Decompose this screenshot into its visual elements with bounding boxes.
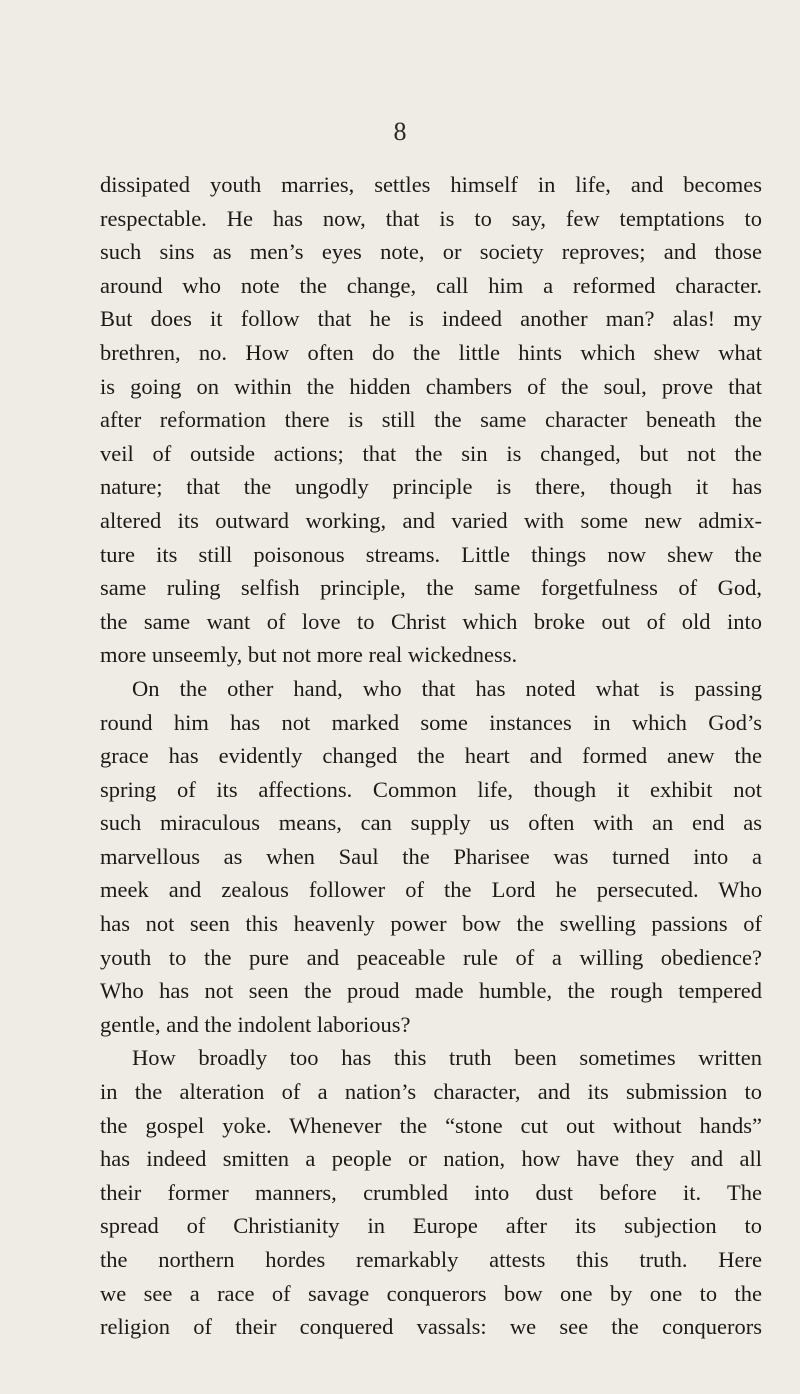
text-line: altered its outward working, and varied with some new admix- <box>100 507 762 533</box>
text-line: spring of its affections. Common life, though it exhibit not <box>100 776 762 802</box>
text-line: brethren, no. How often do the little hints which shew what <box>100 339 762 365</box>
text-line: has not seen this heavenly power bow the swelling passions of <box>100 911 762 937</box>
text-line: gentle, and the indolent laborious? <box>100 1011 411 1037</box>
text-line: is going on within the hidden chambers of the soul, prove that <box>100 373 762 399</box>
text-line: such miraculous means, can supply us often with an end as <box>100 810 762 836</box>
text-line: after reformation there is still the same character beneath the <box>100 407 762 433</box>
text-line: veil of outside actions; that the sin is changed, but not the <box>100 440 762 466</box>
text-line: meek and zealous follower of the Lord he persecuted. Who <box>100 877 762 903</box>
text-line: their former manners, crumbled into dust before it. The <box>100 1179 762 1205</box>
text-line: On the other hand, who that has noted what is passing <box>132 675 762 701</box>
text-line: same ruling selfish principle, the same forgetfulness of God, <box>100 575 762 601</box>
text-line: Who has not seen the proud made humble, the rough tempered <box>100 978 762 1004</box>
text-line: spread of Christianity in Europe after its subjection to <box>100 1213 762 1239</box>
text-line: around who note the change, call him a reformed character. <box>100 272 762 298</box>
text-line: ture its still poisonous streams. Little things now shew the <box>100 541 762 567</box>
text-line: nature; that the ungodly principle is there, though it has <box>100 474 762 500</box>
text-line: grace has evidently changed the heart and formed anew the <box>100 743 762 769</box>
text-line: dissipated youth marries, settles himself in life, and becomes <box>100 172 762 197</box>
text-line: more unseemly, but not more real wickedness. <box>100 642 518 668</box>
text-line: the gospel yoke. Whenever the “stone cut out without hands” <box>100 1112 762 1138</box>
text-line: the same want of love to Christ which broke out of old into <box>100 608 762 634</box>
text-line: religion of their conquered vassals: we see the conquerors <box>100 1314 762 1340</box>
text-line: such sins as men’s eyes note, or society reproves; and those <box>100 239 762 265</box>
text-line: has indeed smitten a people or nation, how have they and all <box>100 1146 762 1172</box>
text-line: round him has not marked some instances in which God’s <box>100 709 762 735</box>
text-line: in the alteration of a nation’s character, and its submission to <box>100 1079 762 1105</box>
text-line: we see a race of savage conquerors bow one by one to the <box>100 1280 762 1306</box>
text-line: marvellous as when Saul the Pharisee was turned into a <box>100 843 762 869</box>
text-line: How broadly too has this truth been sometimes written <box>132 1045 762 1071</box>
text-line: youth to the pure and peaceable rule of a willing obedience? <box>100 944 762 970</box>
body-text <box>100 168 762 1344</box>
page-number: 8 <box>393 117 407 146</box>
text-line: But does it follow that he is indeed another man? alas! my <box>100 306 762 332</box>
text-line: respectable. He has now, that is to say, few temptations to <box>100 205 762 231</box>
text-line: the northern hordes remarkably attests this truth. Here <box>100 1247 762 1272</box>
